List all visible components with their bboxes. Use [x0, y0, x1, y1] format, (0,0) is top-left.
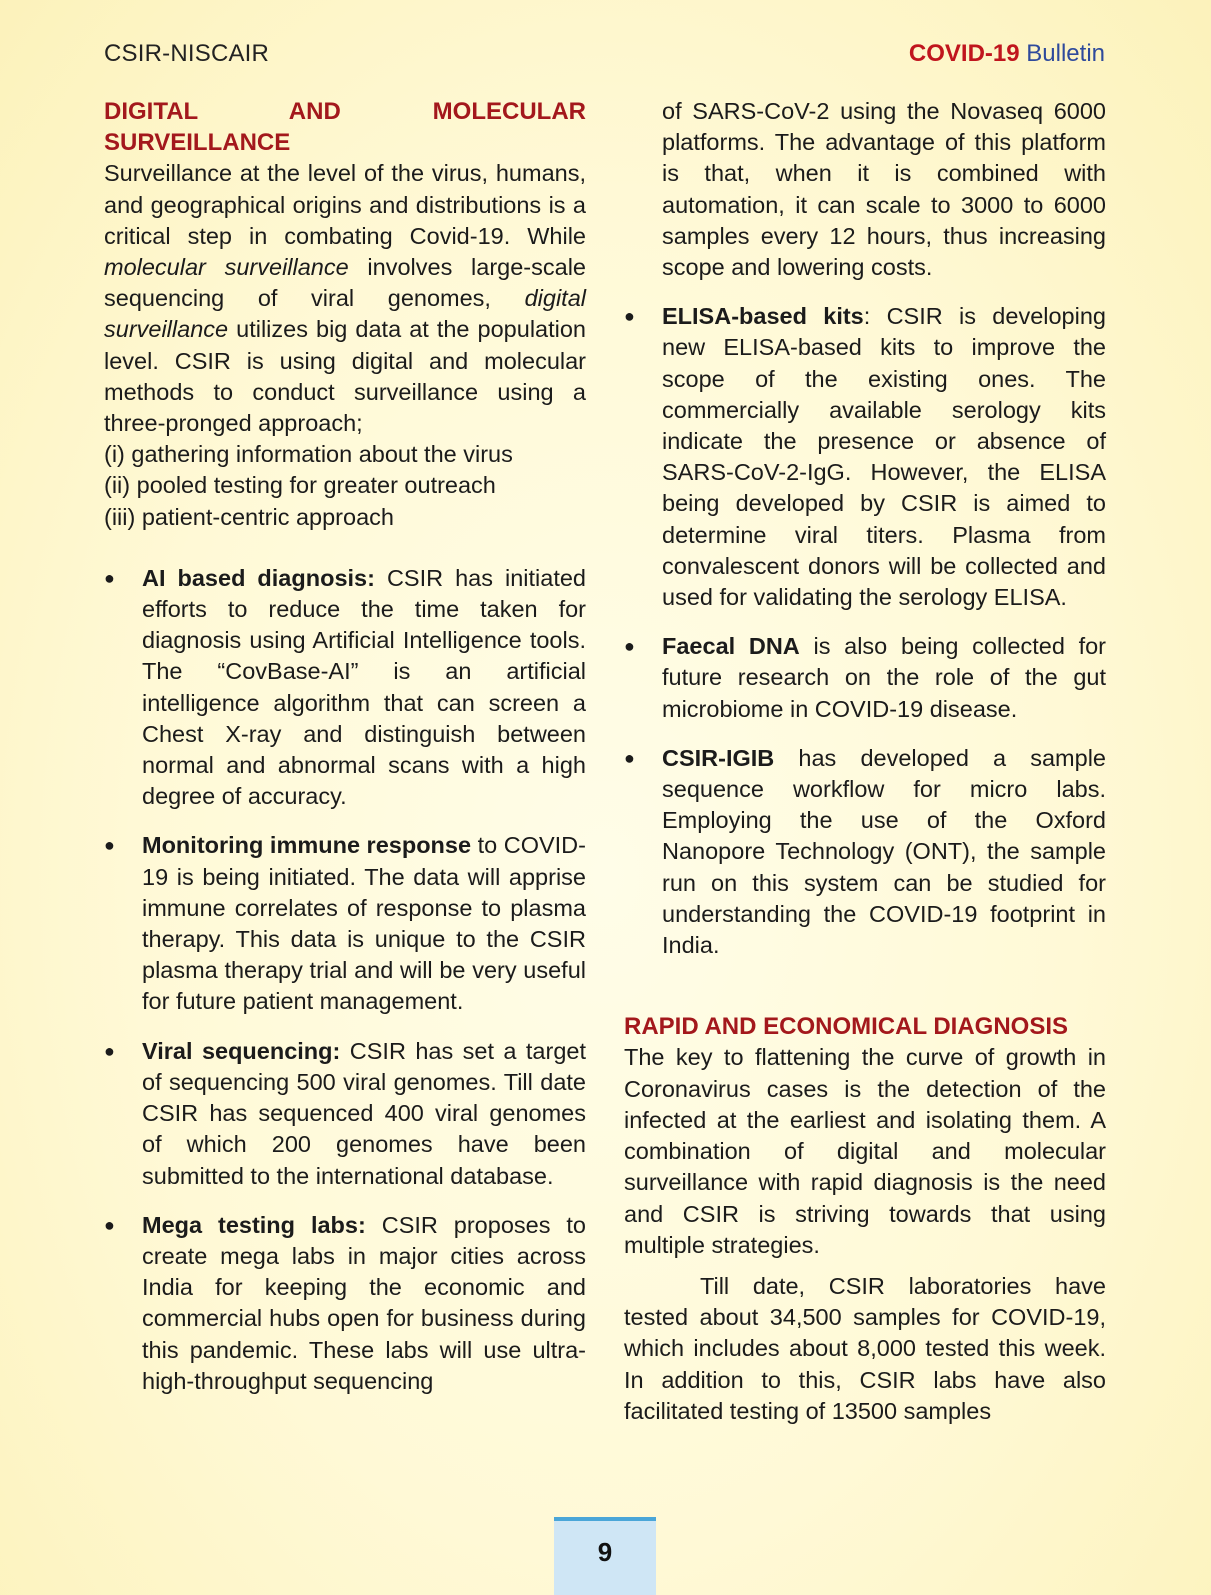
bullet-title: ELISA-based kits — [662, 303, 864, 330]
bullet-ai-diagnosis — [104, 563, 586, 813]
bullet-faecal-dna — [624, 631, 1106, 725]
bullet-text: : CSIR is developing new ELISA-based kits to improve the scope of the existing ones. The commercially available serology kits indicate the presence or absence of SARS-CoV-2-IgG. However, the ELISA being developed by CSIR is aimed to determine viral titers. Plasma from convalescent donors will be collected and used for validating the serology ELISA. — [662, 303, 1106, 611]
intro-text-3: utilizes big data at the population level. CSIR is using digital and molecular methods to conduct surveillance using a three-pronged approach; — [104, 316, 586, 437]
bullet-title: Faecal DNA — [662, 633, 800, 660]
spacer — [624, 613, 1106, 631]
bullet-list-right — [624, 301, 1106, 961]
bullet-title: Viral sequencing: — [142, 1037, 341, 1064]
intro-text-2: involves large-scale sequencing of viral genomes, — [104, 254, 586, 312]
intro-italic-molecular: molecular surveillance — [104, 254, 349, 281]
section-heading-rapid-diagnosis: RAPID AND ECONOMICAL DIAGNOSIS — [624, 1013, 1069, 1041]
spacer — [104, 1192, 586, 1210]
section-heading-surveillance — [104, 96, 586, 158]
approach-item-3: (iii) patient-centric approach — [104, 503, 394, 530]
intro-text-1: Surveillance at the level of the virus, humans, and geographical origins and distributions is a critical step in combating Covid-19. While — [104, 160, 586, 249]
bullet-text: CSIR proposes to create mega labs in major cities across India for keeping the economic and commercial hubs open for business during this pandemic. These labs will use ultra-high-throughput sequencing — [142, 1211, 586, 1394]
approach-item-2: (ii) pooled testing for greater outreach — [104, 472, 496, 499]
header-bulletin-label: Bulletin — [1026, 40, 1105, 67]
spacer — [104, 812, 586, 830]
header-right — [909, 40, 1105, 68]
bullet-immune-response — [104, 830, 586, 1017]
right-column — [624, 96, 1106, 1427]
spacer — [624, 725, 1106, 743]
intro-italic-digital: digital surveillance — [104, 285, 586, 343]
section-heading-line1: DIGITAL AND MOLECULAR — [104, 98, 586, 125]
bullet-elisa-kits — [624, 301, 1106, 613]
bullet-text: is also being collected for future research on the role of the gut microbiome in COVID-19 disease. — [662, 633, 1107, 722]
bullet-title: Monitoring immune response — [142, 832, 472, 859]
bullet-csir-igib — [624, 743, 1106, 961]
approach-item-1: (i) gathering information about the virus — [104, 441, 513, 468]
continuation-paragraph: of SARS-CoV-2 using the Novaseq 6000 platforms. The advantage of this platform is that, when it is combined with automation, it can scale to 3000 to 6000 samples every 12 hours, thus increasing scope and lowering costs. — [662, 98, 1106, 281]
header-covid-label: COVID-19 — [908, 40, 1020, 67]
bullet-title: AI based diagnosis: — [142, 564, 375, 591]
bullet-list-left — [104, 563, 586, 1397]
rapid-diagnosis-paragraph-1: The key to flattening the curve of growth in Coronavirus cases is the detection of the infected at the earliest and isolating them. A combination of digital and molecular surveillance with rapid diagnosis is the need and CSIR is striving towards that using multiple strategies. — [624, 1044, 1106, 1258]
page-number: 9 — [554, 1517, 656, 1595]
bullet-title: CSIR-IGIB — [662, 744, 775, 771]
bullet-viral-sequencing — [104, 1036, 586, 1192]
bullet-text: CSIR has set a target of sequencing 500 viral genomes. Till date CSIR has sequenced 400 viral genomes of which 200 genomes have been submitted to the international database. — [142, 1037, 586, 1189]
spacer — [104, 1018, 586, 1036]
bullet-mega-testing-labs — [104, 1210, 586, 1397]
intro-paragraph — [104, 158, 586, 439]
bullet-text: has developed a sample sequence workflow for micro labs. Employing the use of the Oxford Nanopore Technology (ONT), the sample run on this system can be studied for understanding the COVID-19 footprint in India. — [662, 744, 1106, 959]
header-left: CSIR-NISCAIR — [104, 40, 270, 67]
rapid-diagnosis-paragraph-2: Till date, CSIR laboratories have tested about 34,500 samples for COVID-19, which includes about 8,000 tested this week. In addition to this, CSIR labs have also facilitated testing of 13500 samples — [624, 1272, 1106, 1424]
section-heading-line2: SURVEILLANCE — [104, 129, 291, 157]
bullet-text: to COVID-19 is being initiated. The data will apprise immune correlates of response to plasma therapy. This data is unique to the CSIR plasma therapy trial and will be very useful for future patient management. — [142, 832, 586, 1015]
bullet-text: CSIR has initiated efforts to reduce the time taken for diagnosis using Artificial Intelligence tools. The “CovBase-AI” is an artificial intelligence algorithm that can screen a Chest X-ray and distinguish between normal and abnormal scans with a high degree of accuracy. — [142, 564, 586, 810]
left-column — [104, 96, 586, 1397]
bullet-title: Mega testing labs: — [142, 1211, 366, 1238]
